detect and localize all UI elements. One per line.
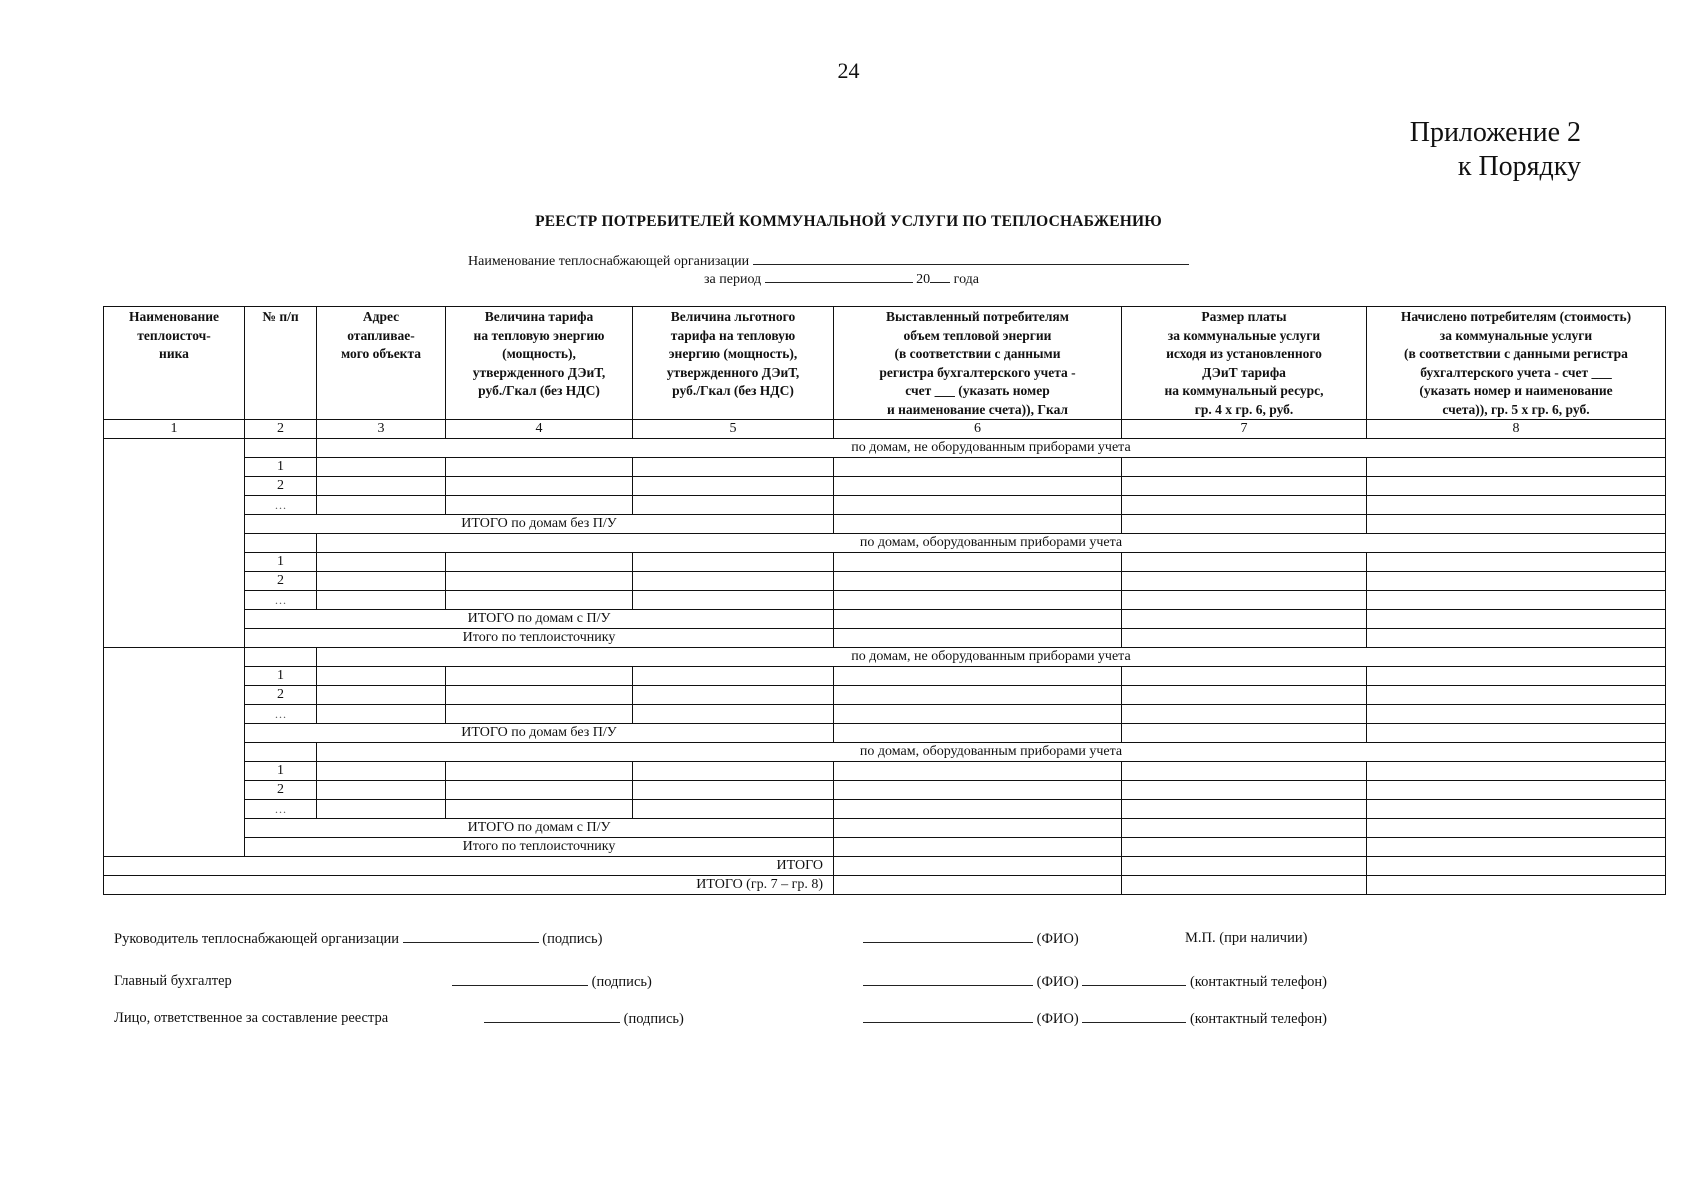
period-year-suffix: года — [953, 272, 979, 287]
section-no-meter: по домам, не оборудованным приборами учета — [317, 648, 1666, 667]
column-number: 8 — [1367, 420, 1666, 439]
column-number: 7 — [1122, 420, 1367, 439]
column-header-line: регистра бухгалтерского учета - — [879, 364, 1076, 380]
column-number: 6 — [834, 420, 1122, 439]
period-blank — [765, 270, 913, 283]
table-row — [104, 515, 1666, 534]
organization-name-blank — [753, 252, 1189, 265]
appendix-line-1: Приложение 2 — [1409, 117, 1581, 148]
table-row — [104, 819, 1666, 838]
table-row: 2 — [104, 572, 1666, 591]
column-header-line: Адрес — [362, 309, 400, 324]
table-row: 2 — [104, 781, 1666, 800]
column-header-line: (мощность), — [502, 346, 576, 361]
accountant-label: Главный бухгалтер — [114, 973, 232, 989]
column-header-line: тарифа на тепловую — [670, 327, 796, 343]
column-header-3 — [317, 307, 446, 420]
period-year-prefix: 20 — [916, 272, 931, 287]
column-header-line: на тепловую энергию — [473, 327, 605, 343]
section-no-meter: по домам, не оборудованным приборами учета — [317, 439, 1666, 458]
column-header-line: утвержденного ДЭиТ, — [666, 364, 800, 380]
column-header-line: за коммунальные услуги — [1167, 327, 1321, 343]
column-header-line: мого объекта — [340, 346, 422, 361]
registry-table — [103, 306, 1666, 895]
table-row: 1 — [104, 762, 1666, 781]
column-header-4 — [446, 307, 633, 420]
column-header-line: ДЭиТ тарифа — [1202, 364, 1286, 380]
organization-name-label: Наименование теплоснабжающей организации — [468, 254, 750, 269]
table-row — [104, 743, 1666, 762]
column-header-line: (в соответствии с данными — [894, 346, 1061, 361]
column-header-line: руб./Гкал (без НДС) — [672, 383, 794, 398]
table-row: 1 — [104, 458, 1666, 477]
table-row: … — [104, 591, 1666, 610]
column-header-line: Размер платы — [1201, 309, 1287, 324]
table-row: 1 — [104, 667, 1666, 686]
column-number: 1 — [104, 420, 245, 439]
table-row — [104, 610, 1666, 629]
column-header-line: за коммунальные услуги — [1439, 327, 1593, 343]
head-signature-line: Руководитель теплоснабжающей организации (подпись) — [114, 931, 603, 947]
total-meter: ИТОГО по домам с П/У — [245, 819, 834, 838]
total-no-meter: ИТОГО по домам без П/У — [245, 515, 834, 534]
column-header-1 — [104, 307, 245, 420]
column-header-line: ника — [159, 346, 189, 361]
section-meter: по домам, оборудованным приборами учета — [317, 743, 1666, 762]
document-title: РЕЕСТР ПОТРЕБИТЕЛЕЙ КОММУНАЛЬНОЙ УСЛУГИ ПО ТЕПЛОСНАБЖЕНИЮ — [535, 213, 1162, 230]
column-header-line: счета)), гр. 5 х гр. 6, руб. — [1442, 401, 1590, 417]
column-header-line: энергию (мощность), — [668, 346, 798, 361]
responsible-fio-line: (ФИО) (контактный телефон) — [863, 1010, 1327, 1028]
table-row — [104, 534, 1666, 553]
column-header-line: счет ___ (указать номер — [905, 383, 1050, 398]
table-row: … — [104, 496, 1666, 515]
column-number: 2 — [245, 420, 317, 439]
organization-name-line — [468, 252, 1189, 270]
table-row: 2 — [104, 686, 1666, 705]
column-header-line: № п/п — [262, 309, 299, 324]
column-header-line: утвержденного ДЭиТ, — [472, 364, 606, 380]
table-row — [104, 629, 1666, 648]
table-row — [104, 857, 1666, 876]
column-header-line: (указать номер и наименование — [1419, 383, 1613, 398]
column-number-row — [104, 420, 1666, 439]
column-header-line: на коммунальный ресурс, — [1164, 383, 1324, 398]
head-fio-line: (ФИО) — [863, 930, 1079, 948]
column-header-line: (в соответствии с данными регистра — [1404, 346, 1628, 361]
table-row — [104, 838, 1666, 857]
heat-source-cell — [104, 648, 245, 857]
appendix-label — [1410, 116, 1581, 184]
table-row — [104, 876, 1666, 895]
column-header-line: объем тепловой энергии — [903, 327, 1052, 343]
heat-source-cell — [104, 439, 245, 648]
column-header-line: Выставленный потребителям — [886, 309, 1069, 324]
total-meter: ИТОГО по домам с П/У — [245, 610, 834, 629]
appendix-line-2: к Порядку — [1457, 151, 1581, 182]
responsible-signature-line: (подпись) — [484, 1010, 684, 1028]
period-label: за период — [704, 272, 762, 287]
table-row — [104, 724, 1666, 743]
column-header-line: и наименование счета)), Гкал — [886, 401, 1069, 417]
column-header-7 — [1122, 307, 1367, 420]
head-label: Руководитель теплоснабжающей организации — [114, 931, 399, 947]
column-header-line: отапливае- — [347, 327, 415, 343]
period-line — [704, 270, 979, 288]
column-header-line: теплоисточ- — [137, 327, 211, 343]
stamp-label: М.П. (при наличии) — [1185, 930, 1308, 946]
period-year-blank — [930, 270, 950, 283]
column-header-line: исходя из установленного — [1166, 346, 1322, 361]
table-row: 1 — [104, 553, 1666, 572]
table-row — [104, 439, 1666, 458]
column-header-line: гр. 4 х гр. 6, руб. — [1194, 401, 1294, 417]
column-number: 4 — [446, 420, 633, 439]
total-no-meter: ИТОГО по домам без П/У — [245, 724, 834, 743]
column-number: 5 — [633, 420, 834, 439]
total-heat-source: Итого по теплоисточнику — [245, 629, 834, 648]
accountant-fio-line: (ФИО) (контактный телефон) — [863, 973, 1327, 991]
column-header-line: бухгалтерского учета - счет ___ — [1420, 364, 1612, 380]
column-header-line: Величина льготного — [670, 309, 796, 324]
column-header-line: Наименование — [129, 309, 219, 324]
grand-total-difference: ИТОГО (гр. 7 – гр. 8) — [104, 876, 834, 895]
table-row: … — [104, 800, 1666, 819]
column-header-6 — [834, 307, 1122, 420]
total-heat-source: Итого по теплоисточнику — [245, 838, 834, 857]
header-row — [104, 307, 1666, 420]
table-row: 2 — [104, 477, 1666, 496]
column-header-2 — [245, 307, 317, 420]
column-header-line: Начислено потребителям (стоимость) — [1400, 309, 1632, 324]
accountant-signature-line: (подпись) — [452, 973, 652, 991]
column-header-5 — [633, 307, 834, 420]
column-header-line: Величина тарифа — [484, 309, 594, 324]
column-header-line: руб./Гкал (без НДС) — [478, 383, 600, 398]
table-row: … — [104, 705, 1666, 724]
column-number: 3 — [317, 420, 446, 439]
table-row — [104, 648, 1666, 667]
column-header-8 — [1367, 307, 1666, 420]
grand-total: ИТОГО — [104, 857, 834, 876]
page-number: 24 — [837, 58, 860, 83]
section-meter: по домам, оборудованным приборами учета — [317, 534, 1666, 553]
responsible-label: Лицо, ответственное за составление реестра — [114, 1010, 389, 1026]
